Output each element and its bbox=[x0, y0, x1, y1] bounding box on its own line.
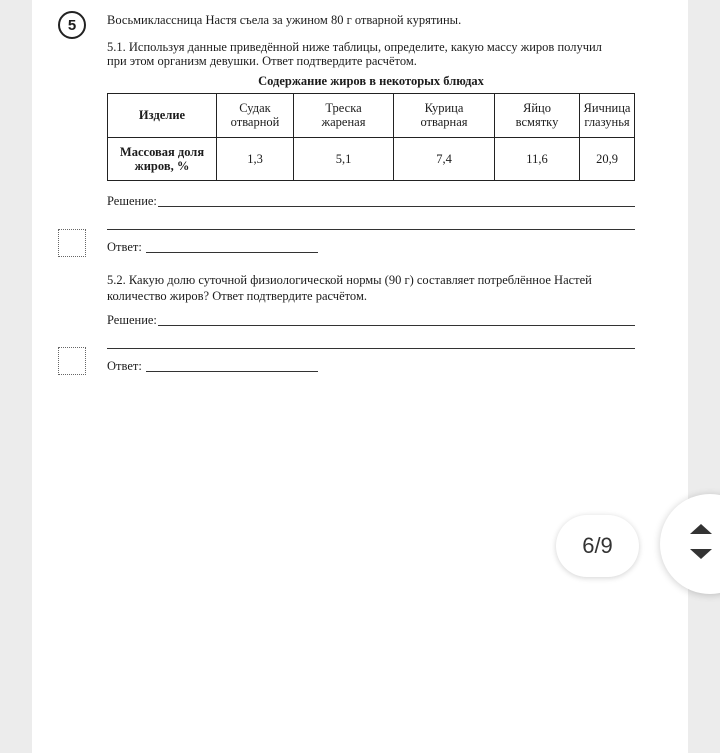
q1-solution-label: Решение: bbox=[107, 194, 157, 208]
row-label-cell bbox=[108, 137, 217, 181]
column-header-line2: глазунья bbox=[584, 115, 630, 130]
q1-text-line1: 5.1. Используя данные приведённой ниже таблицы, определите, какую массу жиров получил bbox=[107, 40, 602, 54]
q1-text-line2: при этом организм девушки. Ответ подтвердите расчётом. bbox=[107, 54, 417, 68]
row-label-line2: жиров, % bbox=[134, 158, 190, 173]
column-header-line2: жареная bbox=[321, 115, 366, 130]
q2-text-line1: 5.2. Какую долю суточной физиологической нормы (90 г) составляет потреблённое Настей bbox=[107, 273, 592, 287]
column-header-line1: Курица bbox=[424, 101, 464, 116]
table-value-row bbox=[108, 137, 635, 181]
q1-solution-line-1 bbox=[158, 206, 635, 207]
value-cell: 20,9 bbox=[580, 137, 635, 181]
row-label-line1: Массовая доля bbox=[119, 144, 205, 159]
q1-answer-line bbox=[146, 252, 318, 253]
value-cell: 1,3 bbox=[217, 137, 294, 181]
page-indicator-text: 6/9 bbox=[582, 533, 613, 558]
column-header-line2: отварная bbox=[420, 115, 468, 130]
task-number-badge bbox=[58, 11, 86, 39]
previous-page-arrow-icon[interactable] bbox=[690, 524, 712, 534]
q1-score-box bbox=[58, 229, 86, 257]
column-header-line1: Судак bbox=[239, 101, 271, 116]
q2-solution-label: Решение: bbox=[107, 313, 157, 327]
column-header-cell bbox=[217, 94, 294, 138]
q1-answer-label: Ответ: bbox=[107, 240, 142, 254]
q2-answer-line bbox=[146, 371, 318, 372]
q2-text-line2: количество жиров? Ответ подтвердите расчётом. bbox=[107, 289, 367, 303]
column-header-line2: отварной bbox=[230, 115, 280, 130]
next-page-arrow-icon[interactable] bbox=[690, 549, 712, 559]
value-cell: 7,4 bbox=[394, 137, 495, 181]
value-cell: 5,1 bbox=[294, 137, 394, 181]
q2-score-box bbox=[58, 347, 86, 375]
column-header-cell bbox=[394, 94, 495, 138]
q2-answer-label: Ответ: bbox=[107, 359, 142, 373]
q2-solution-line-2 bbox=[107, 348, 635, 349]
page-indicator bbox=[556, 515, 639, 577]
header-label: Изделие bbox=[138, 108, 186, 123]
column-header-line1: Яичница bbox=[583, 101, 631, 116]
task-intro: Восьмиклассница Настя съела за ужином 80 г отварной курятины. bbox=[107, 13, 462, 27]
q1-solution-line-2 bbox=[107, 229, 635, 230]
value-cell: 11,6 bbox=[495, 137, 580, 181]
header-label-cell bbox=[108, 94, 217, 138]
task-number: 5 bbox=[67, 16, 77, 34]
column-header-line1: Треска bbox=[325, 101, 362, 116]
q2-solution-line-1 bbox=[158, 325, 635, 326]
column-header-line2: всмятку bbox=[515, 115, 559, 130]
column-header-line1: Яйцо bbox=[523, 101, 551, 116]
column-header-cell bbox=[580, 94, 635, 138]
fat-content-table bbox=[107, 93, 635, 181]
table-header-row bbox=[108, 94, 635, 138]
column-header-cell bbox=[294, 94, 394, 138]
column-header-cell bbox=[495, 94, 580, 138]
table-title: Содержание жиров в некоторых блюдах bbox=[258, 74, 484, 88]
